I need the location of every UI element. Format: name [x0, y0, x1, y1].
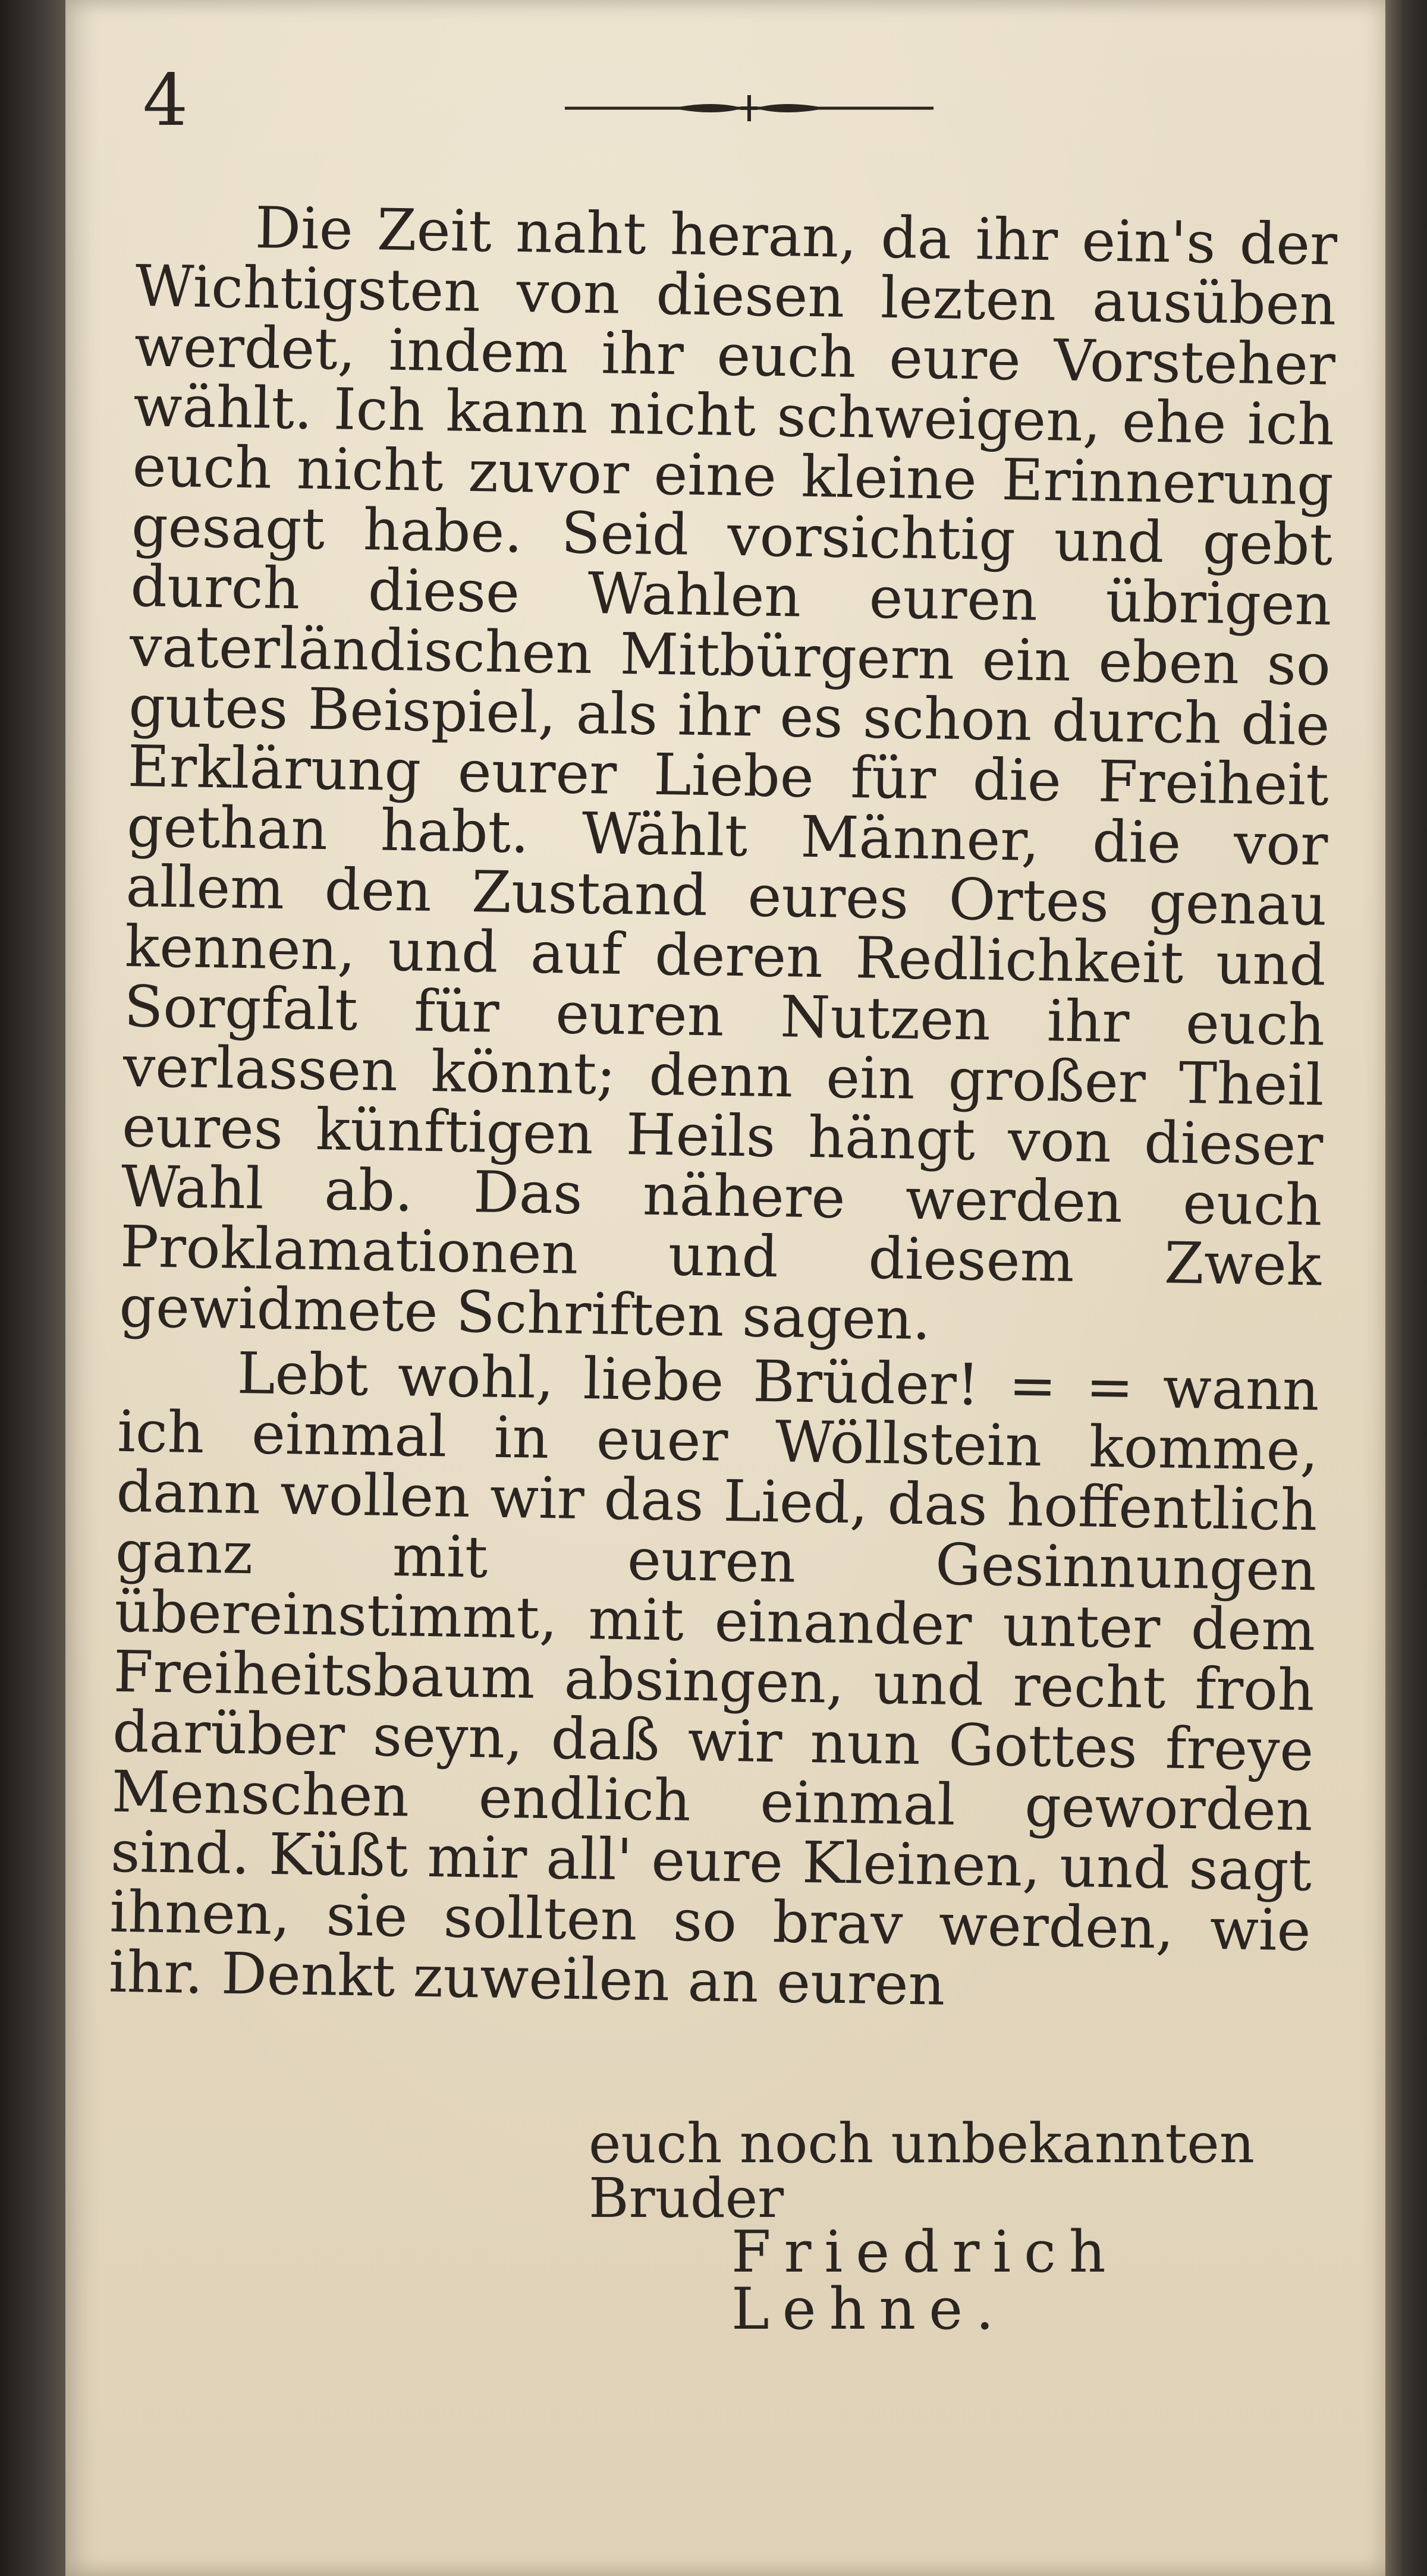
page-number: 4 — [143, 59, 188, 142]
book-binding-edge — [0, 0, 65, 2576]
book-page — [65, 0, 1385, 2576]
ornamental-rule — [565, 89, 933, 125]
paragraph-1: Die Zeit naht heran, da ihr ein's der Wichtigsten von diesen lezten ausüben werdet, indem ihr euch eure Vorsteher wählt. Ich kann nicht schweigen, ehe ich euch nicht zuvor eine kleine Erinnerung gesagt habe. Seid vorsichtig und gebt durch diese Wahlen euren übrigen vaterländischen Mitbürgern ein eben so gutes Beispiel, als ihr es schon durch die Erklärung eurer Liebe für die Freiheit gethan habt. Wählt Männer, die vor allem den Zustand eures Ortes genau kennen, und auf deren Redlichkeit und Sorgfalt für euren Nutzen ihr euch verlassen könnt; denn ein großer Theil eures künftigen Heils hängt von dieser Wahl ab. Das nähere werden euch Proklamationen und diesem Zwek gewidmete Schriften sagen. — [118, 194, 1338, 1353]
page-edge-shadow — [1385, 0, 1427, 2576]
paragraph-2: Lebt wohl, liebe Brüder! = = wann ich einmal in euer Wöllstein komme, dann wollen wir das Lied, das hoffentlich ganz mit euren Gesinnungen übereinstimmt, mit einander unter dem Freiheitsbaum absingen, und recht froh darüber seyn, daß wir nun Gottes freye Menschen endlich einmal geworden sind. Küßt mir all' eure Kleinen, und sagt ihnen, sie sollten so brav werden, wie ihr. Denkt zuweilen an euren — [108, 1339, 1320, 2018]
letter-body — [108, 196, 1337, 2021]
letter-closing: euch noch unbekannten Bruder — [589, 2112, 1255, 2230]
signature: Friedrich Lehne. — [731, 2219, 1119, 2342]
